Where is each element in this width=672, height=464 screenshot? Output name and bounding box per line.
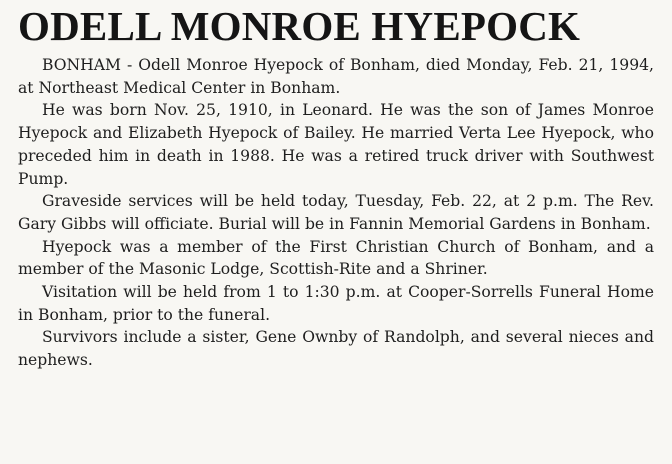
obituary-headline: ODELL MONROE HYEPOCK: [18, 3, 581, 49]
paragraph-biography: He was born Nov. 25, 1910, in Leonard. He was the son of James Monroe Hyepock and Elizabeth Hyepock of Bailey. He married Verta Lee Hyepock, who preceded him in death in 1988. He was a retired truck driver with Southwest Pump.: [18, 101, 654, 188]
paragraph-survivors: Survivors include a sister, Gene Ownby of Randolph, and several nieces and nephews.: [18, 328, 654, 370]
paragraph-memberships: Hyepock was a member of the First Christian Church of Bonham, and a member of the Masonic Lodge, Scottish-Rite and a Shriner.: [18, 237, 654, 279]
obituary-body: [18, 54, 654, 372]
paragraph-services: Graveside services will be held today, Tuesday, Feb. 22, at 2 p.m. The Rev. Gary Gibbs will officiate. Burial will be in Fannin Memorial Gardens in Bonham.: [18, 192, 654, 233]
paragraph-death-notice: BONHAM - Odell Monroe Hyepock of Bonham, died Monday, Feb. 21, 1994, at Northeast Medical Center in Bonham.: [18, 56, 654, 97]
paragraph-visitation: Visitation will be held from 1 to 1:30 p.m. at Cooper-Sorrells Funeral Home in Bonham, prior to the funeral.: [18, 283, 654, 324]
